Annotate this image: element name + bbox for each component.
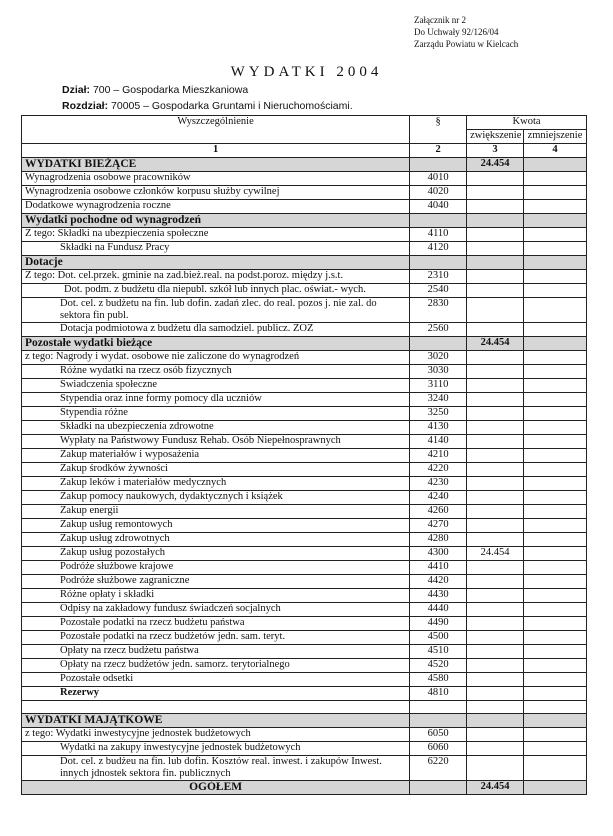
row-description: Opłaty na rzecz budżetów jedn. samorz. terytorialnego — [22, 659, 410, 673]
total-decrease — [523, 781, 586, 795]
table-row — [22, 365, 587, 379]
table-row — [22, 742, 587, 756]
row-increase — [467, 491, 524, 505]
row-decrease — [523, 687, 586, 701]
row-decrease — [523, 477, 586, 491]
table-row — [22, 379, 587, 393]
section-decrease — [523, 214, 586, 228]
table-row — [22, 561, 587, 575]
table-row — [22, 728, 587, 742]
row-paragraph: 3250 — [410, 407, 467, 421]
table-row — [22, 298, 587, 323]
row-decrease — [523, 533, 586, 547]
row-increase — [467, 687, 524, 701]
row-increase — [467, 603, 524, 617]
table-row — [22, 519, 587, 533]
row-description: Zakup pomocy naukowych, dydaktycznych i książek — [22, 491, 410, 505]
row-paragraph: 4490 — [410, 617, 467, 631]
table-row — [22, 603, 587, 617]
section-paragraph — [410, 214, 467, 228]
row-increase — [467, 728, 524, 742]
section-increase — [467, 714, 524, 728]
section-paragraph — [410, 714, 467, 728]
row-decrease — [523, 421, 586, 435]
row-paragraph: 3030 — [410, 365, 467, 379]
row-paragraph: 4120 — [410, 242, 467, 256]
row-paragraph: 4210 — [410, 449, 467, 463]
row-description: Podróże służbowe zagraniczne — [22, 575, 410, 589]
row-increase — [467, 270, 524, 284]
row-paragraph: 4230 — [410, 477, 467, 491]
row-description: Różne wydatki na rzecz osób fizycznych — [22, 365, 410, 379]
header-decrease: zmniejszenie — [523, 130, 586, 144]
row-description: Składki na ubezpieczenia zdrowotne — [22, 421, 410, 435]
table-row — [22, 351, 587, 365]
table-row — [22, 463, 587, 477]
dzial-value: 700 – Gospodarka Mieszkaniowa — [92, 84, 249, 96]
section-increase — [467, 256, 524, 270]
row-increase — [467, 228, 524, 242]
row-increase — [467, 172, 524, 186]
row-increase — [467, 284, 524, 298]
row-decrease — [523, 172, 586, 186]
rozdzial-label: Rozdział: — [62, 100, 109, 112]
row-paragraph: 2310 — [410, 270, 467, 284]
row-increase — [467, 561, 524, 575]
row-increase — [467, 449, 524, 463]
row-decrease — [523, 200, 586, 214]
section-increase: 24.454 — [467, 158, 524, 172]
row-description: Wydatki na zakupy inwestycyjne jednostek budżetowych — [22, 742, 410, 756]
table-row — [22, 645, 587, 659]
row-decrease — [523, 228, 586, 242]
row-paragraph: 4280 — [410, 533, 467, 547]
attachment-note — [414, 14, 518, 50]
table-row — [22, 617, 587, 631]
row-paragraph: 2830 — [410, 298, 467, 323]
row-decrease — [523, 463, 586, 477]
row-paragraph: 4520 — [410, 659, 467, 673]
row-decrease — [523, 323, 586, 337]
section-paragraph — [410, 256, 467, 270]
section-name: Wydatki pochodne od wynagrodzeń — [22, 214, 410, 228]
row-paragraph: 4410 — [410, 561, 467, 575]
table-row — [22, 186, 587, 200]
row-decrease — [523, 365, 586, 379]
row-description: Dodatkowe wynagrodzenia roczne — [22, 200, 410, 214]
row-paragraph: 6220 — [410, 756, 467, 781]
row-paragraph: 3110 — [410, 379, 467, 393]
section-paragraph — [410, 158, 467, 172]
row-description: Zakup energii — [22, 505, 410, 519]
row-decrease — [523, 561, 586, 575]
row-decrease — [523, 547, 586, 561]
table-row — [22, 533, 587, 547]
row-description: Zakup materiałów i wyposażenia — [22, 449, 410, 463]
header-kwota: Kwota — [467, 116, 587, 130]
row-paragraph: 4810 — [410, 687, 467, 701]
row-paragraph: 3240 — [410, 393, 467, 407]
row-decrease — [523, 491, 586, 505]
row-increase — [467, 617, 524, 631]
row-decrease — [523, 407, 586, 421]
row-decrease — [523, 449, 586, 463]
table-row — [22, 284, 587, 298]
row-increase — [467, 407, 524, 421]
table-row — [22, 172, 587, 186]
table-row — [22, 242, 587, 256]
row-increase — [467, 435, 524, 449]
dzial-label: Dział: — [62, 84, 91, 96]
row-description: Dotacja podmiotowa z budżetu dla samodziel. publicz. ZOZ — [22, 323, 410, 337]
section-increase — [467, 214, 524, 228]
header-increase: zwiększenie — [467, 130, 524, 144]
row-decrease — [523, 298, 586, 323]
row-decrease — [523, 379, 586, 393]
section-decrease — [523, 158, 586, 172]
row-decrease — [523, 270, 586, 284]
row-increase — [467, 631, 524, 645]
table-row — [22, 491, 587, 505]
row-description: Podróże służbowe krajowe — [22, 561, 410, 575]
spacer-cell — [410, 701, 467, 714]
spacer-cell — [467, 701, 524, 714]
row-increase — [467, 659, 524, 673]
row-decrease — [523, 393, 586, 407]
section-name: Pozostałe wydatki bieżące — [22, 337, 410, 351]
row-increase — [467, 365, 524, 379]
col-number-1: 1 — [22, 144, 410, 158]
col-number-2: 2 — [410, 144, 467, 158]
row-paragraph: 6060 — [410, 742, 467, 756]
section-row — [22, 158, 587, 172]
table-row — [22, 477, 587, 491]
col-number-4: 4 — [523, 144, 586, 158]
row-increase — [467, 673, 524, 687]
row-increase — [467, 421, 524, 435]
row-paragraph: 3020 — [410, 351, 467, 365]
row-increase — [467, 742, 524, 756]
row-decrease — [523, 756, 586, 781]
row-description: Dot. cel. z budżetu na fin. lub dofin. zadań zlec. do real. pozos j. nie zal. do sektora fin publ. — [22, 298, 410, 323]
row-increase — [467, 575, 524, 589]
row-description: Z tego: Składki na ubezpieczenia społeczne — [22, 228, 410, 242]
row-decrease — [523, 728, 586, 742]
table-row — [22, 756, 587, 781]
row-paragraph: 4140 — [410, 435, 467, 449]
row-increase — [467, 533, 524, 547]
table-row — [22, 687, 587, 701]
row-description: Składki na Fundusz Pracy — [22, 242, 410, 256]
attachment-line-2: Do Uchwały 92/126/04 — [414, 27, 499, 37]
section-name: WYDATKI BIEŻĄCE — [22, 158, 410, 172]
table-row — [22, 449, 587, 463]
spacer-cell — [523, 701, 586, 714]
row-increase — [467, 242, 524, 256]
row-decrease — [523, 284, 586, 298]
row-paragraph: 4260 — [410, 505, 467, 519]
row-description: Zakup leków i materiałów medycznych — [22, 477, 410, 491]
row-decrease — [523, 575, 586, 589]
row-description: Opłaty na rzecz budżetu państwa — [22, 645, 410, 659]
row-decrease — [523, 603, 586, 617]
row-paragraph: 4010 — [410, 172, 467, 186]
row-increase — [467, 477, 524, 491]
table-row — [22, 270, 587, 284]
row-description: Zakup usług zdrowotnych — [22, 533, 410, 547]
table-row — [22, 505, 587, 519]
row-description: Zakup usług remontowych — [22, 519, 410, 533]
row-decrease — [523, 351, 586, 365]
table-row — [22, 589, 587, 603]
row-increase — [467, 645, 524, 659]
row-increase — [467, 463, 524, 477]
row-description: Wynagrodzenia osobowe pracowników — [22, 172, 410, 186]
rozdzial-line — [62, 100, 353, 112]
total-label: OGÓŁEM — [22, 781, 410, 795]
table-row — [22, 421, 587, 435]
row-decrease — [523, 617, 586, 631]
row-paragraph: 4220 — [410, 463, 467, 477]
expenses-table — [21, 115, 587, 795]
row-paragraph: 4420 — [410, 575, 467, 589]
section-row — [22, 214, 587, 228]
row-paragraph: 4580 — [410, 673, 467, 687]
row-increase — [467, 186, 524, 200]
row-description: Dot. podm. z budżetu dla niepubl. szkół lub innych plac. oświat.- wych. — [22, 284, 410, 298]
row-increase — [467, 519, 524, 533]
row-description: Stypendia oraz inne formy pomocy dla uczniów — [22, 393, 410, 407]
section-row — [22, 256, 587, 270]
row-paragraph: 4430 — [410, 589, 467, 603]
row-description: Dot. cel. z budżeu na fin. lub dofin. Kosztów real. inwest. i zakupów Inwest. innych jdnostek sektora fin. publicznych — [22, 756, 410, 781]
section-name: WYDATKI MAJĄTKOWE — [22, 714, 410, 728]
row-paragraph: 6050 — [410, 728, 467, 742]
row-increase — [467, 589, 524, 603]
row-decrease — [523, 435, 586, 449]
row-paragraph: 4040 — [410, 200, 467, 214]
row-description: Zakup środków żywności — [22, 463, 410, 477]
row-description: Pozostałe odsetki — [22, 673, 410, 687]
row-description: Pozostałe podatki na rzecz budżetu państwa — [22, 617, 410, 631]
attachment-line-1: Załącznik nr 2 — [414, 15, 466, 25]
row-paragraph: 4510 — [410, 645, 467, 659]
row-decrease — [523, 242, 586, 256]
section-paragraph — [410, 337, 467, 351]
row-description: Stypendia różne — [22, 407, 410, 421]
row-paragraph: 4240 — [410, 491, 467, 505]
row-decrease — [523, 659, 586, 673]
row-increase — [467, 351, 524, 365]
row-description: z tego: Nagrody i wydat. osobowe nie zaliczone do wynagrodzeń — [22, 351, 410, 365]
table-header-row — [22, 116, 587, 130]
row-description: Rezerwy — [22, 687, 410, 701]
table-row — [22, 393, 587, 407]
row-description: Pozostałe podatki na rzecz budżetów jedn. sam. teryt. — [22, 631, 410, 645]
row-paragraph: 4020 — [410, 186, 467, 200]
section-name: Dotacje — [22, 256, 410, 270]
row-decrease — [523, 186, 586, 200]
row-increase — [467, 323, 524, 337]
header-name: Wyszczególnienie — [22, 116, 410, 144]
section-row — [22, 714, 587, 728]
row-description: Różne opłaty i składki — [22, 589, 410, 603]
section-decrease — [523, 337, 586, 351]
row-increase — [467, 505, 524, 519]
row-paragraph: 4440 — [410, 603, 467, 617]
row-decrease — [523, 742, 586, 756]
row-description: Zakup usług pozostałych — [22, 547, 410, 561]
total-paragraph — [410, 781, 467, 795]
header-paragraph: § — [410, 116, 467, 144]
document-title: WYDATKI 2004 — [230, 64, 383, 80]
dzial-line — [62, 84, 248, 96]
table-row — [22, 200, 587, 214]
row-decrease — [523, 673, 586, 687]
row-description: Z tego: Dot. cel.przek. gminie na zad.bież.real. na podst.poroz. między j.s.t. — [22, 270, 410, 284]
row-description: Świadczenia społeczne — [22, 379, 410, 393]
table-row — [22, 435, 587, 449]
row-description: Odpisy na zakładowy fundusz świadczeń socjalnych — [22, 603, 410, 617]
row-decrease — [523, 589, 586, 603]
table-row — [22, 323, 587, 337]
row-decrease — [523, 519, 586, 533]
col-number-3: 3 — [467, 144, 524, 158]
row-description: z tego: Wydatki inwestycyjne jednostek budżetowych — [22, 728, 410, 742]
row-increase: 24.454 — [467, 547, 524, 561]
row-increase — [467, 393, 524, 407]
row-increase — [467, 379, 524, 393]
table-row — [22, 631, 587, 645]
row-paragraph: 4110 — [410, 228, 467, 242]
row-decrease — [523, 505, 586, 519]
section-increase: 24.454 — [467, 337, 524, 351]
table-row — [22, 547, 587, 561]
row-paragraph: 4500 — [410, 631, 467, 645]
row-paragraph: 2560 — [410, 323, 467, 337]
section-decrease — [523, 256, 586, 270]
row-decrease — [523, 631, 586, 645]
table-row — [22, 407, 587, 421]
row-decrease — [523, 645, 586, 659]
section-decrease — [523, 714, 586, 728]
rozdzial-value: 70005 – Gospodarka Gruntami i Nieruchomościami. — [111, 100, 353, 112]
row-paragraph: 4130 — [410, 421, 467, 435]
table-row — [22, 228, 587, 242]
row-increase — [467, 298, 524, 323]
table-row — [22, 659, 587, 673]
total-row — [22, 781, 587, 795]
section-row — [22, 337, 587, 351]
row-increase — [467, 756, 524, 781]
spacer-row — [22, 701, 587, 714]
row-increase — [467, 200, 524, 214]
attachment-line-3: Zarządu Powiatu w Kielcach — [414, 39, 519, 49]
row-paragraph: 2540 — [410, 284, 467, 298]
column-number-row — [22, 144, 587, 158]
total-increase: 24.454 — [467, 781, 524, 795]
spacer-cell — [22, 701, 410, 714]
row-paragraph: 4270 — [410, 519, 467, 533]
row-paragraph: 4300 — [410, 547, 467, 561]
table-row — [22, 673, 587, 687]
row-description: Wypłaty na Państwowy Fundusz Rehab. Osób Niepełnosprawnych — [22, 435, 410, 449]
row-description: Wynagrodzenia osobowe członków korpusu służby cywilnej — [22, 186, 410, 200]
table-row — [22, 575, 587, 589]
